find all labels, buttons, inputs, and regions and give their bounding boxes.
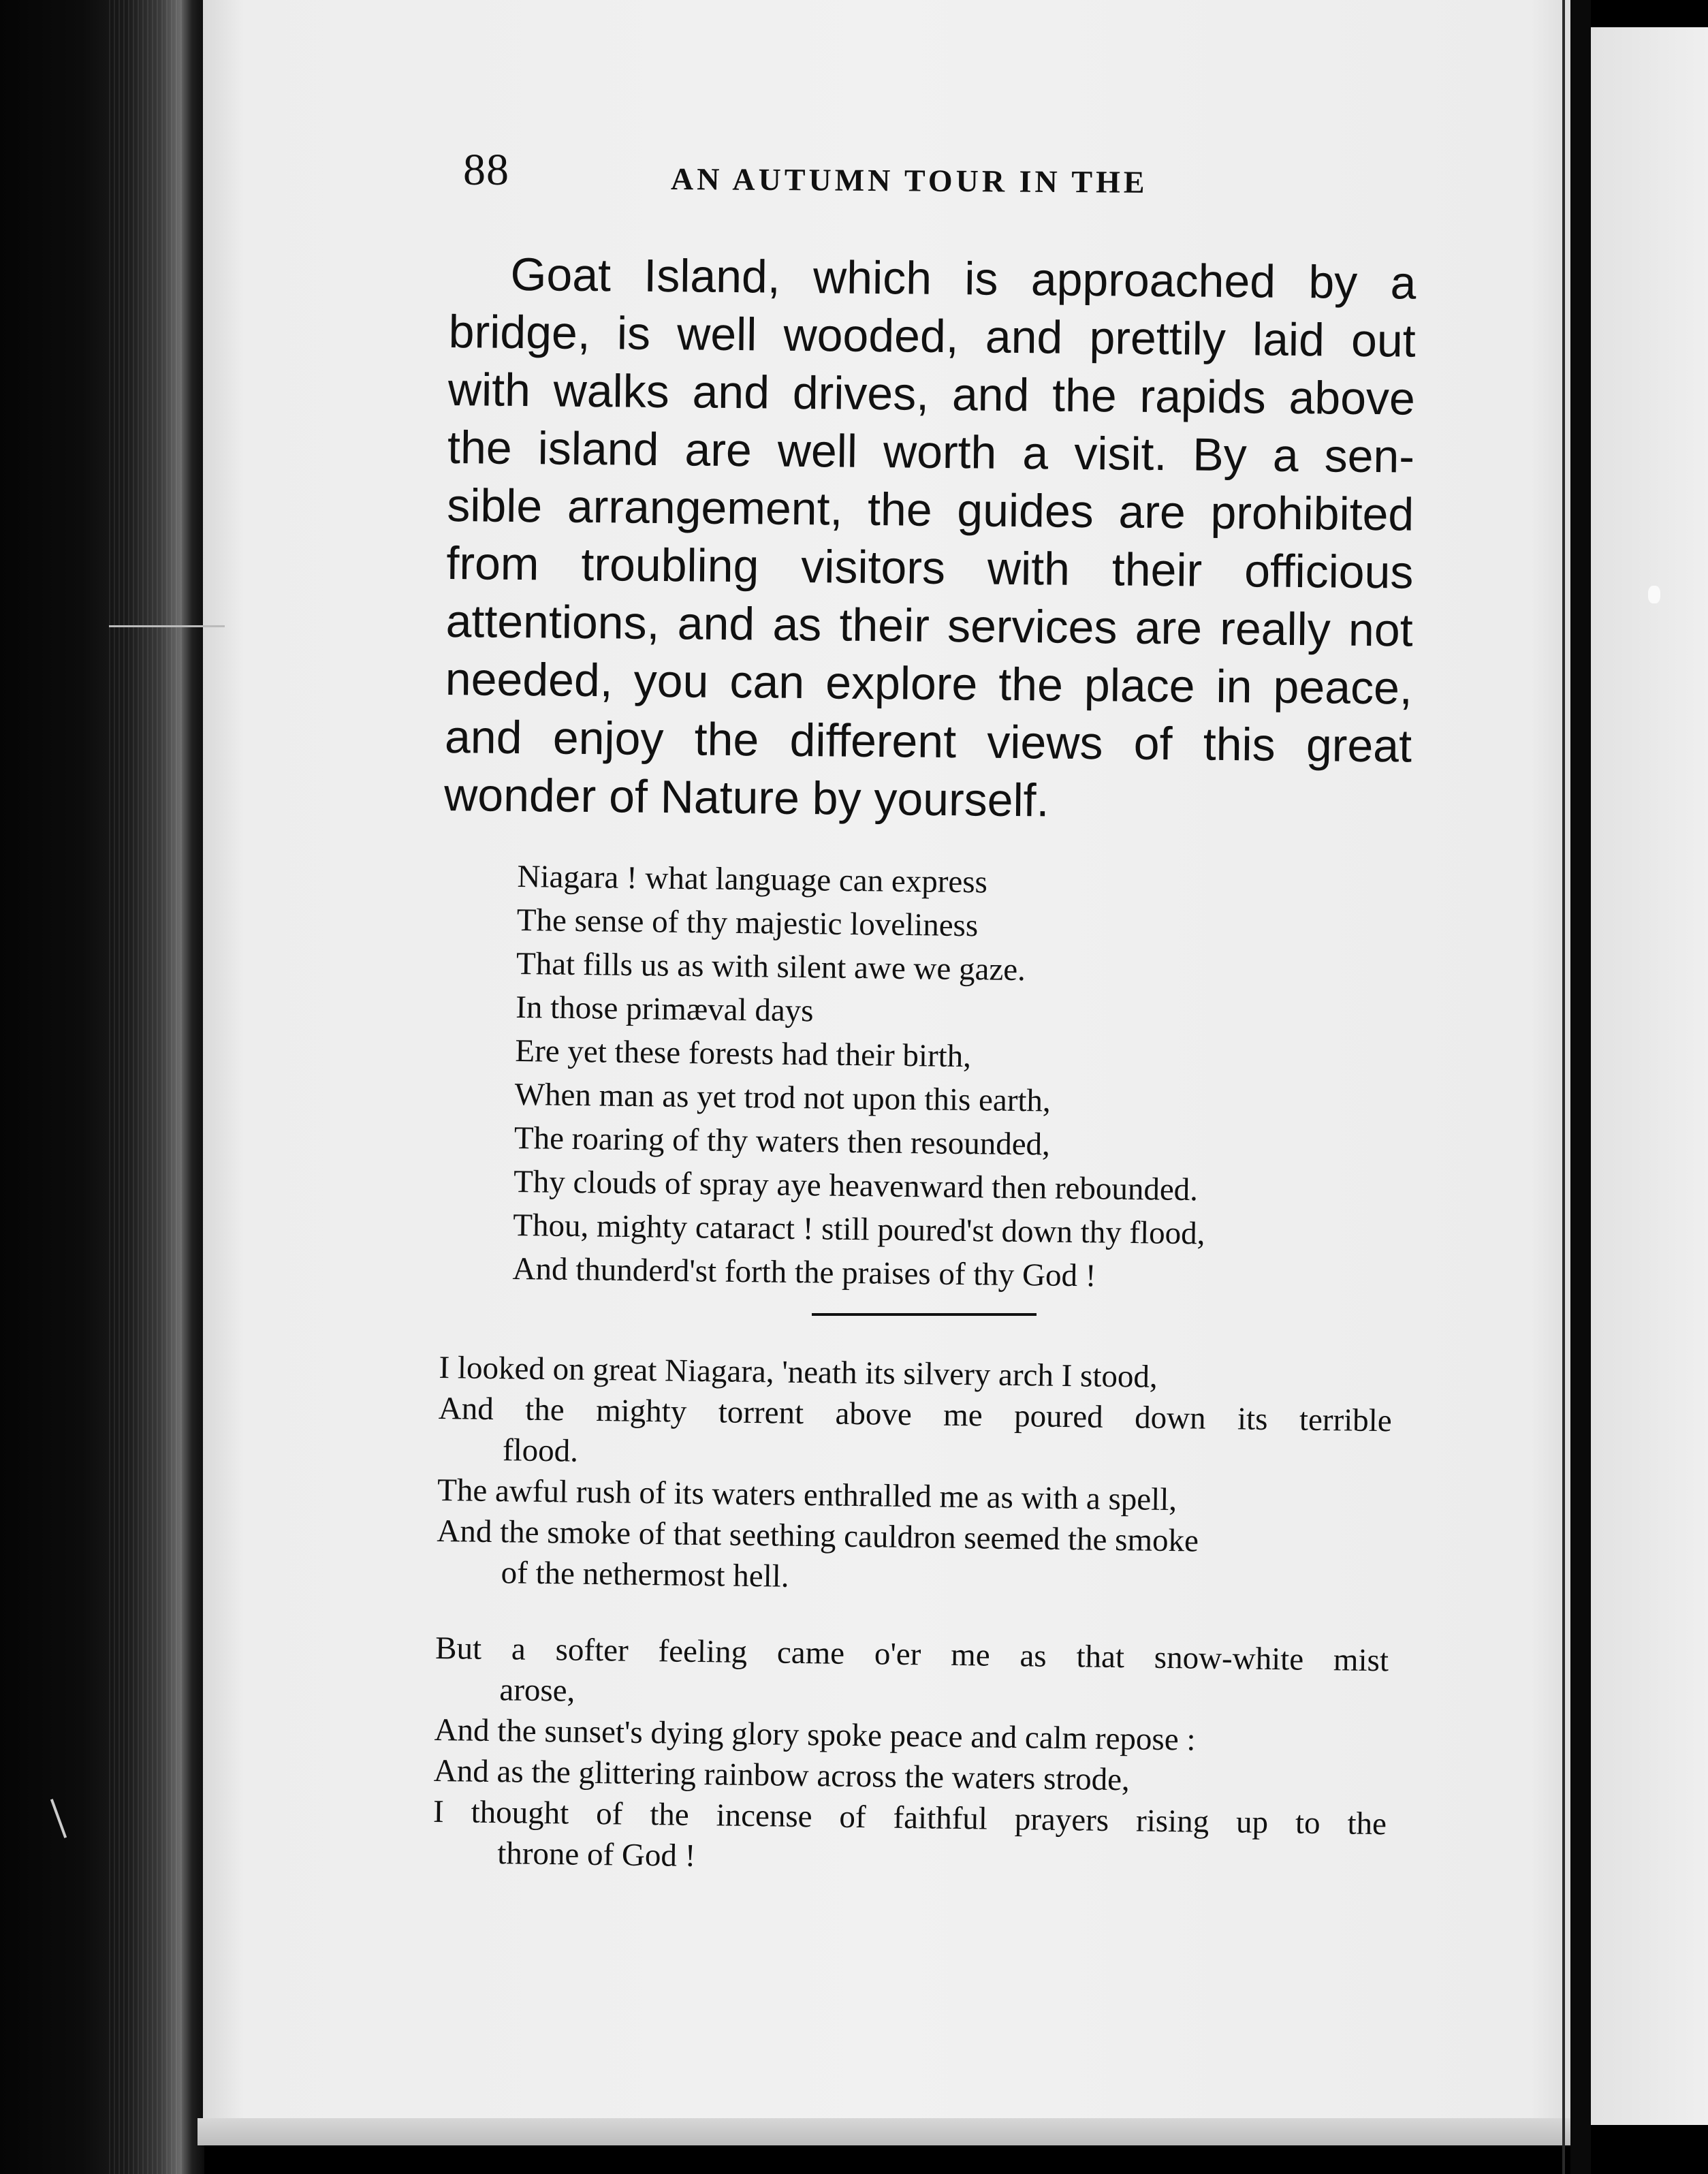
word: and xyxy=(985,311,1063,364)
word: in xyxy=(1216,660,1252,713)
word: and xyxy=(677,597,755,650)
word: By xyxy=(1192,428,1248,482)
word: the xyxy=(998,658,1064,711)
word: approached xyxy=(1030,253,1276,308)
word: up xyxy=(1235,1804,1269,1840)
word: of xyxy=(839,1799,866,1836)
word: are xyxy=(1135,601,1203,655)
prose-line xyxy=(448,361,1416,428)
verse-line: And the sunset's dying glory spoke peace and calm repose : xyxy=(434,1712,1196,1758)
word: views xyxy=(987,716,1103,770)
word: from xyxy=(446,537,539,590)
word: that xyxy=(1076,1639,1125,1675)
word: with xyxy=(987,542,1071,595)
gutter-fold xyxy=(1570,0,1591,2174)
page-bottom-edge xyxy=(197,2118,1580,2145)
word: with xyxy=(447,363,531,417)
word: the xyxy=(1051,369,1118,422)
word: island xyxy=(537,422,659,475)
verse-line: That fills us as with silent awe we gaze. xyxy=(516,945,1026,988)
verse-line: of the nethermost hell. xyxy=(501,1555,789,1594)
prose-line xyxy=(448,303,1416,371)
prose-line xyxy=(445,593,1413,660)
word: of xyxy=(1133,717,1173,770)
word: worth xyxy=(883,426,997,479)
word: the xyxy=(649,1797,690,1833)
word: troubling xyxy=(581,538,759,593)
verse-line: And thunderd'st forth the praises of thy God ! xyxy=(512,1250,1096,1294)
prose-line xyxy=(447,419,1415,486)
word: bridge, xyxy=(448,305,591,359)
word: arrangement, xyxy=(567,480,843,535)
word: prohibited xyxy=(1210,486,1414,541)
word: And xyxy=(438,1390,494,1428)
word: services xyxy=(947,600,1118,654)
word: visit. xyxy=(1073,427,1167,481)
word: not xyxy=(1348,603,1413,657)
prose-line: wonder of Nature by yourself. xyxy=(443,768,1049,827)
word: prettily xyxy=(1089,312,1227,365)
word: are xyxy=(1118,486,1186,539)
word: the xyxy=(447,421,513,474)
verse-line: throne of God ! xyxy=(496,1836,696,1874)
word: a xyxy=(1022,427,1049,479)
word: the xyxy=(694,713,759,766)
word: its xyxy=(1237,1401,1268,1437)
word: me xyxy=(943,1397,983,1434)
word: as xyxy=(772,598,822,651)
prose-line xyxy=(445,650,1412,718)
word: is xyxy=(616,307,651,360)
prose-line xyxy=(449,245,1417,313)
facing-page xyxy=(1591,27,1708,2125)
verse-line: flood. xyxy=(502,1432,579,1469)
word: terrible xyxy=(1299,1402,1392,1439)
word: incense xyxy=(716,1797,812,1835)
word: the xyxy=(524,1391,565,1428)
word: can xyxy=(729,655,805,709)
word: needed, xyxy=(445,652,614,707)
word: mighty xyxy=(595,1393,687,1430)
word: down xyxy=(1134,1400,1206,1436)
word: really xyxy=(1219,602,1331,656)
prose-line xyxy=(447,477,1414,544)
verse-line: Thy clouds of spray aye heavenward then rebounded. xyxy=(513,1163,1199,1208)
word: their xyxy=(839,599,930,652)
poem-i-looked-on-great-niagara xyxy=(432,1347,1393,1885)
word: a xyxy=(1390,257,1417,309)
page-edges xyxy=(109,0,184,2174)
word: visitors xyxy=(801,540,946,595)
word: Goat xyxy=(510,248,612,302)
verse-line: And the smoke of that seething cauldron seemed the smoke xyxy=(437,1513,1199,1559)
word: out xyxy=(1350,314,1417,367)
word: and xyxy=(444,710,522,764)
word: drives, xyxy=(792,366,930,420)
word: as xyxy=(1019,1638,1047,1674)
verse-line: The roaring of thy waters then resounded, xyxy=(513,1120,1051,1163)
word: Island, xyxy=(644,249,781,303)
word: peace, xyxy=(1273,661,1413,714)
verse-line: Thou, mighty cataract ! still poured'st down thy flood, xyxy=(513,1207,1205,1252)
word: this xyxy=(1203,718,1276,771)
word: sen- xyxy=(1324,430,1415,483)
prose-line xyxy=(445,708,1412,776)
verse-line: When man as yet trod not upon this earth, xyxy=(514,1076,1051,1119)
verse-line: arose, xyxy=(499,1672,575,1709)
prose-paragraph xyxy=(444,245,1417,834)
running-head: AN AUTUMN TOUR IN THE xyxy=(670,161,1148,200)
verse-line: Ere yet these forests had their birth, xyxy=(515,1033,972,1075)
word: feeling xyxy=(658,1633,748,1670)
prose-line xyxy=(446,535,1414,602)
word: thought xyxy=(471,1794,569,1831)
word: explore xyxy=(825,657,978,710)
word: I xyxy=(432,1793,445,1830)
word: sible xyxy=(446,479,543,533)
word: and xyxy=(692,366,770,419)
word: to xyxy=(1295,1805,1320,1841)
word: o'er xyxy=(874,1636,921,1673)
word: rapids xyxy=(1139,370,1267,424)
word: their xyxy=(1111,544,1203,597)
word: and xyxy=(951,368,1030,422)
word: prayers xyxy=(1014,1801,1109,1838)
word: wooded, xyxy=(783,309,960,363)
word: well xyxy=(676,308,757,361)
page-right-edge xyxy=(1562,0,1565,2174)
section-divider xyxy=(812,1313,1037,1316)
word: a xyxy=(511,1631,526,1667)
word: above xyxy=(835,1396,913,1433)
word: rising xyxy=(1135,1803,1209,1840)
word: poured xyxy=(1013,1398,1104,1435)
word: But xyxy=(434,1630,482,1667)
word: great xyxy=(1306,719,1412,772)
word: by xyxy=(1308,256,1358,309)
word: attentions, xyxy=(445,595,660,649)
word: came xyxy=(776,1635,845,1671)
word: you xyxy=(633,655,709,708)
page-number: 88 xyxy=(463,145,509,195)
scan-artifact xyxy=(1648,586,1660,603)
word: enjoy xyxy=(552,712,664,766)
word: laid xyxy=(1252,313,1325,366)
verse-line: And as the glittering rainbow across the waters strode, xyxy=(433,1752,1130,1798)
verse-line: The sense of thy majestic loveliness xyxy=(516,902,979,944)
word: are xyxy=(684,424,753,477)
word: of xyxy=(595,1796,623,1832)
word: the xyxy=(1347,1806,1387,1842)
verse-line: I looked on great Niagara, 'neath its silvery arch I stood, xyxy=(439,1349,1158,1395)
word: the xyxy=(867,483,933,536)
verse-line: Niagara ! what language can express xyxy=(517,858,988,900)
word: well xyxy=(777,424,858,477)
word: place xyxy=(1084,659,1195,712)
word: different xyxy=(789,714,957,768)
word: softer xyxy=(555,1632,629,1669)
scan-artifact xyxy=(109,625,225,627)
word: mist xyxy=(1333,1642,1389,1679)
word: snow-white xyxy=(1154,1639,1304,1677)
word: walks xyxy=(553,364,670,418)
word: above xyxy=(1288,371,1416,425)
word: faithful xyxy=(893,1799,988,1837)
word: guides xyxy=(957,484,1094,538)
poem-niagara xyxy=(512,855,1376,1301)
word: officious xyxy=(1244,545,1414,599)
verse-line: The awful rush of its waters enthralled me as with a spell, xyxy=(437,1472,1177,1518)
word: me xyxy=(950,1637,991,1673)
word: is xyxy=(964,253,998,305)
word: torrent xyxy=(718,1394,804,1432)
word: which xyxy=(812,251,932,304)
word: a xyxy=(1272,429,1299,482)
verse-line: In those primæval days xyxy=(515,989,814,1029)
